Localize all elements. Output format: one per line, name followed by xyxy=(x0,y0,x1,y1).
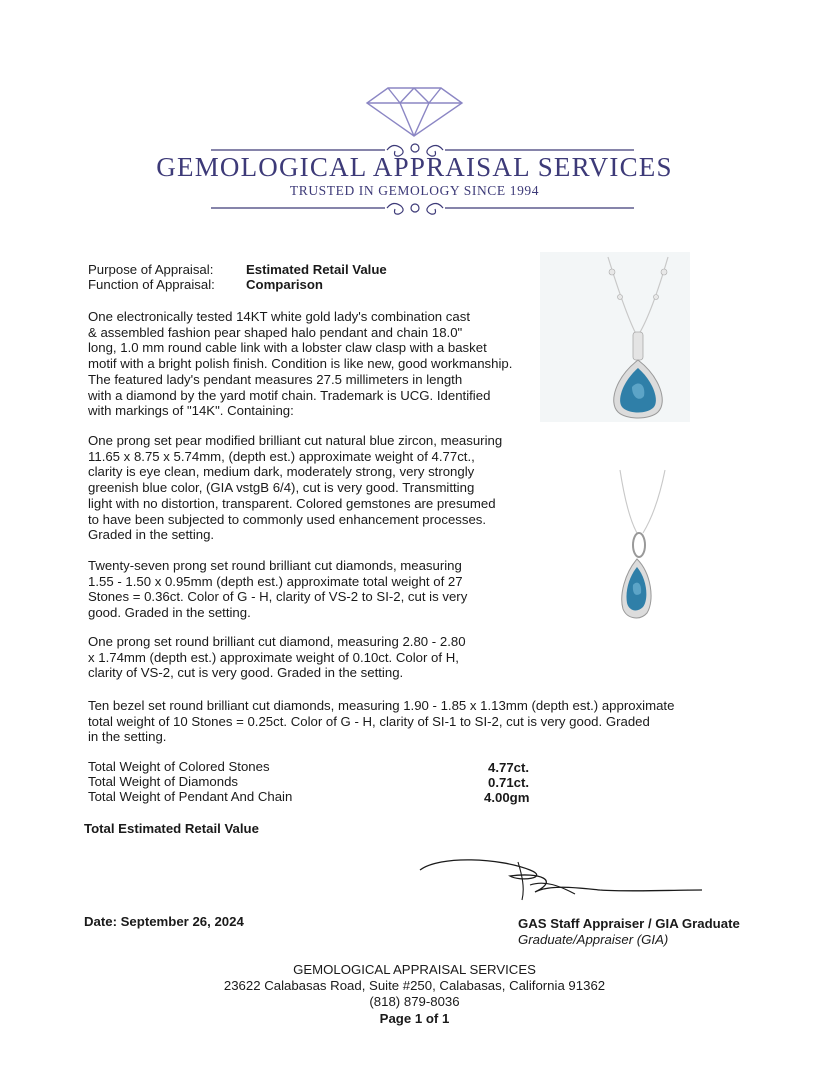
diamonds-27-description: Twenty-seven prong set round brilliant cut diamonds, measuring 1.55 - 1.50 x 0.95mm (depth est.) approximate total weight of 27 Stones = 0.36ct. Color of G - H, clarity of VS-2 to SI-2, cut is very good. Graded in the setting. xyxy=(88,558,468,621)
purpose-value: Estimated Retail Value xyxy=(246,262,387,277)
total-diamonds-label: Total Weight of Diamonds xyxy=(88,774,239,789)
footer-company: GEMOLOGICAL APPRAISAL SERVICES xyxy=(293,962,536,977)
company-name: GEMOLOGICAL APPRAISAL SERVICES xyxy=(156,152,673,182)
total-diamonds-value: 0.71ct. xyxy=(488,775,530,790)
diamond-icon xyxy=(367,88,462,136)
pendant-photo-side xyxy=(585,465,685,625)
total-colored-stones-value: 4.77ct. xyxy=(488,760,530,775)
purpose-label: Purpose of Appraisal: xyxy=(88,262,214,277)
total-colored-stones-label: Total Weight of Colored Stones xyxy=(88,759,270,774)
page-number: Page 1 of 1 xyxy=(379,1011,450,1026)
appraiser-title: GAS Staff Appraiser / GIA Graduate xyxy=(518,916,740,931)
total-retail-value-label: Total Estimated Retail Value xyxy=(84,821,259,836)
signature xyxy=(410,850,710,910)
footer-address: 23622 Calabasas Road, Suite #250, Calabasas, California 91362 xyxy=(223,978,606,993)
function-label: Function of Appraisal: xyxy=(88,277,215,292)
zircon-description: One prong set pear modified brilliant cut natural blue zircon, measuring 11.65 x 8.75 x 5.74mm, (depth est.) approximate weight of 4.77ct., clarity is eye clean, medium dark, moderately strong, very strongly greenish blue color, (GIA vstgB 6/4), cut is very good. Transmitting light with no distortion, transparent. Colored gemstones are presumed to have been subjected to commonly used enhancement processes. Graded in the setting. xyxy=(88,433,503,543)
total-pendant-chain-label: Total Weight of Pendant And Chain xyxy=(88,789,293,804)
diamonds-10-description: Ten bezel set round brilliant cut diamonds, measuring 1.90 - 1.85 x 1.13mm (depth est.) approximate total weight of 10 Stones = 0.25ct. Color of G - H, clarity of SI-1 to SI-2, cut is very good. Graded in the setting. xyxy=(88,698,675,745)
footer-phone: (818) 879-8036 xyxy=(369,994,460,1009)
total-pendant-chain-value: 4.00gm xyxy=(484,790,530,805)
ornament-bottom xyxy=(211,203,634,214)
pendant-photo-front xyxy=(540,252,690,422)
item-description: One electronically tested 14KT white gold lady's combination cast & assembled fashion pear shaped halo pendant and chain 18.0" long, 1.0 mm round cable link with a lobster claw clasp with a basket motif with a bright polish finish. Condition is like new, good workmanship. The featured lady's pendant measures 27.5 millimeters in length with a diamond by the yard motif chain. Trademark is UCG. Identified with markings of "14K". Containing: xyxy=(88,309,513,419)
function-value: Comparison xyxy=(246,277,323,292)
appraiser-subtitle: Graduate/Appraiser (GIA) xyxy=(518,932,669,947)
diamond-1-description: One prong set round brilliant cut diamond, measuring 2.80 - 2.80 x 1.74mm (depth est.) approximate weight of 0.10ct. Color of H, clarity of VS-2, cut is very good. Graded in the setting. xyxy=(88,634,466,681)
company-tagline: TRUSTED IN GEMOLOGY SINCE 1994 xyxy=(289,183,540,198)
appraisal-date: Date: September 26, 2024 xyxy=(84,914,244,929)
